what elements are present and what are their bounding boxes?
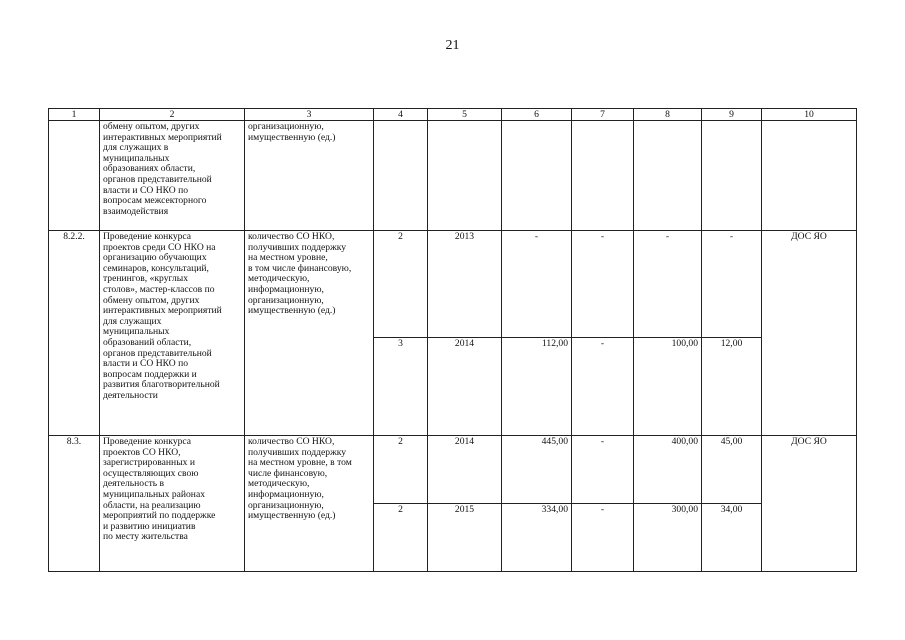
table-cell: - (572, 338, 634, 436)
table-cell: - (572, 231, 634, 338)
header-cell: 1 (49, 109, 100, 121)
table-cell (49, 121, 100, 231)
table-cell: 2 (374, 436, 428, 504)
table-cell: 2015 (428, 504, 502, 572)
executor-cell: ДОС ЯО (762, 436, 857, 572)
indicator-cell: количество СО НКО, получивших поддержку на местном уровне, в том числе финансовую, методическую, информационную, организационную, имущественную (ед.) (245, 231, 374, 436)
description-cell: Проведение конкурса проектов среди СО НКО на организацию обучающих семинаров, консультаций, тренингов, «круглых столов», мастер-классов по обмену опытом, других интерактивных мероприятий для служащих муниципальных образований области, органов представительной власти и СО НКО по вопросам поддержки и развития благотворительной деятельности (100, 231, 245, 436)
header-cell: 3 (245, 109, 374, 121)
header-row (49, 109, 857, 121)
table-cell: 2014 (428, 338, 502, 436)
header-cell: 5 (428, 109, 502, 121)
table-cell: 34,00 (702, 504, 762, 572)
table-cell: 112,00 (502, 338, 572, 436)
continued-row (49, 121, 857, 231)
header-cell: 2 (100, 109, 245, 121)
table-cell: - (572, 436, 634, 504)
table-cell (634, 121, 702, 231)
header-cell: 6 (502, 109, 572, 121)
table-cell: 3 (374, 338, 428, 436)
header-cell: 7 (572, 109, 634, 121)
header-cell: 9 (702, 109, 762, 121)
table-cell: 2014 (428, 436, 502, 504)
table-cell: - (634, 231, 702, 338)
table-cell (502, 121, 572, 231)
table-cell (428, 121, 502, 231)
program-table (48, 108, 857, 572)
table-cell: 2 (374, 231, 428, 338)
description-cell: Проведение конкурса проектов СО НКО, зарегистрированных и осуществляющих свою деятельность в муниципальных районах области, на реализацию мероприятий по поддержке и развитию инициатив по месту жительства (100, 436, 245, 572)
indicator-cell: организационную, имущественную (ед.) (245, 121, 374, 231)
table-cell (762, 121, 857, 231)
header-cell: 4 (374, 109, 428, 121)
description-cell: обмену опытом, других интерактивных мероприятий для служащих в муниципальных образованиях области, органов представительной власти и СО НКО по вопросам межсекторного взаимодействия (100, 121, 245, 231)
item-number: 8.2.2. (49, 231, 100, 436)
table-cell: 334,00 (502, 504, 572, 572)
table-cell: - (702, 231, 762, 338)
page-number: 21 (445, 38, 460, 53)
header-cell: 10 (762, 109, 857, 121)
table-cell (374, 121, 428, 231)
table-cell: 100,00 (634, 338, 702, 436)
table-cell: 400,00 (634, 436, 702, 504)
table-cell: 45,00 (702, 436, 762, 504)
table-cell: 2013 (428, 231, 502, 338)
table-row (49, 436, 857, 504)
table-cell (572, 121, 634, 231)
executor-cell: ДОС ЯО (762, 231, 857, 436)
table-cell: 300,00 (634, 504, 702, 572)
indicator-cell: количество СО НКО, получивших поддержку на местном уровне, в том числе финансовую, методическую, информационную, организационную, имущественную (ед.) (245, 436, 374, 572)
table-cell: 12,00 (702, 338, 762, 436)
header-cell: 8 (634, 109, 702, 121)
table-cell (702, 121, 762, 231)
table-cell: - (572, 504, 634, 572)
table-row (49, 231, 857, 338)
table-cell: 2 (374, 504, 428, 572)
item-number: 8.3. (49, 436, 100, 572)
table-cell: 445,00 (502, 436, 572, 504)
table-cell: - (502, 231, 572, 338)
